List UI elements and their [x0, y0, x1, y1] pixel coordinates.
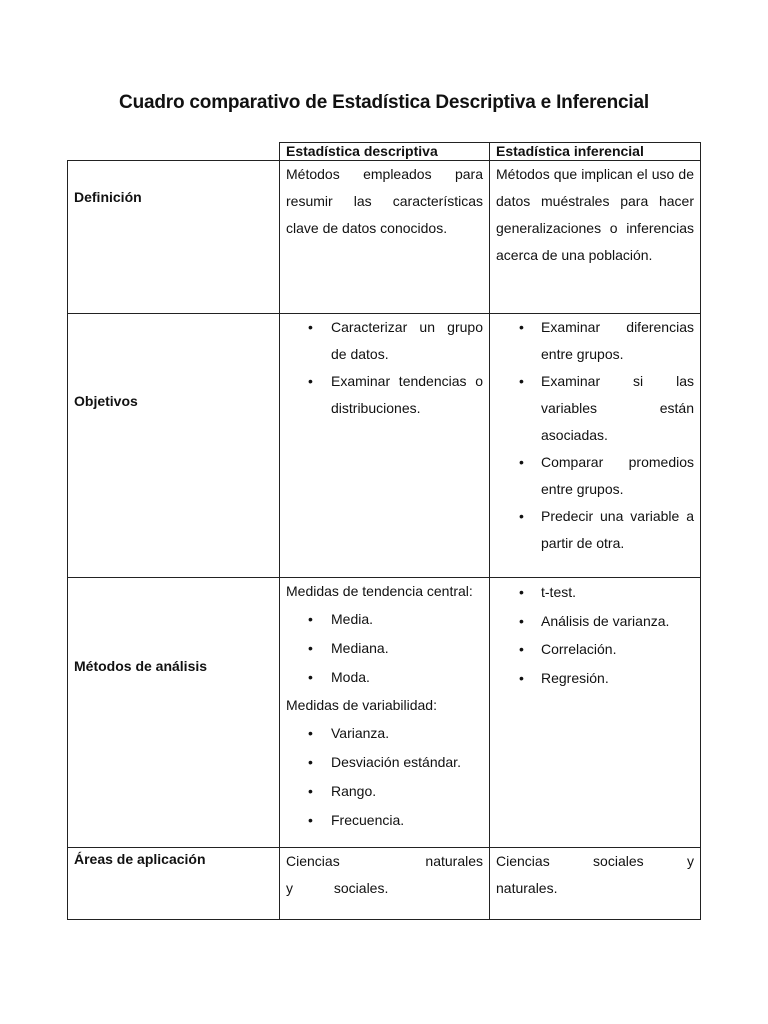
page-title: Cuadro comparativo de Estadística Descriptiva e Inferencial	[119, 92, 649, 113]
areas-inferencial-text: Ciencias sociales y naturales.	[496, 853, 694, 896]
metodos-inferencial-list	[496, 578, 694, 692]
list-item: • Rango.	[286, 777, 483, 806]
list-item: • Análisis de varianza.	[496, 607, 694, 636]
list-item: • Comparar promedios entre grupos.	[496, 449, 694, 503]
header-descriptiva: Estadística descriptiva	[279, 142, 490, 161]
areas-inferencial	[489, 847, 701, 920]
list-item: • Varianza.	[286, 719, 483, 748]
bullet-icon: •	[519, 319, 524, 335]
row-label-objetivos: Objetivos	[67, 313, 280, 578]
definicion-inferencial	[489, 160, 701, 314]
list-item: • Caracterizar un grupo de datos.	[286, 314, 483, 368]
row-label-areas: Áreas de aplicación	[67, 847, 280, 920]
areas-descriptiva	[279, 847, 490, 920]
definicion-descriptiva-text: Métodos empleados para resumir las características clave de datos conocidos.	[286, 166, 483, 236]
bullet-icon: •	[308, 669, 313, 685]
objetivos-inferencial-list	[496, 314, 694, 557]
header-inferencial: Estadística inferencial	[489, 142, 701, 161]
bullet-icon: •	[519, 373, 524, 389]
objetivos-inferencial	[489, 313, 701, 578]
list-item: • Moda.	[286, 663, 483, 692]
bullet-icon: •	[308, 319, 313, 335]
definicion-inferencial-text: Métodos que implican el uso de datos muéstrales para hacer generalizaciones o inferencias acerca de una población.	[496, 166, 694, 263]
areas-descriptiva-text: Ciencias naturales y sociales.	[286, 853, 483, 896]
row-label-metodos: Métodos de análisis	[67, 577, 280, 848]
list-item: • Media.	[286, 605, 483, 634]
row-label-definicion: Definición	[67, 160, 280, 314]
bullet-icon: •	[519, 454, 524, 470]
bullet-icon: •	[308, 812, 313, 828]
list-item: • Regresión.	[496, 664, 694, 693]
bullet-icon: •	[308, 754, 313, 770]
bullet-icon: •	[519, 508, 524, 524]
list-item: • Predecir una variable a partir de otra.	[496, 503, 694, 557]
bullet-icon: •	[519, 669, 524, 686]
metodos-variabilidad-label: Medidas de variabilidad:	[286, 697, 437, 713]
list-item: • Correlación.	[496, 635, 694, 664]
list-item: • Desviación estándar.	[286, 748, 483, 777]
bullet-icon: •	[519, 612, 524, 629]
list-item: • Mediana.	[286, 634, 483, 663]
list-item: • t-test.	[496, 578, 694, 607]
objetivos-descriptiva	[279, 313, 490, 578]
metodos-descriptiva	[279, 577, 490, 848]
bullet-icon: •	[308, 611, 313, 627]
metodos-inferencial	[489, 577, 701, 848]
list-item: • Examinar tendencias o distribuciones.	[286, 368, 483, 422]
objetivos-descriptiva-list	[286, 314, 483, 422]
bullet-icon: •	[519, 641, 524, 657]
metodos-variabilidad-list	[286, 719, 483, 835]
bullet-icon: •	[308, 373, 313, 389]
bullet-icon: •	[308, 783, 313, 799]
bullet-icon: •	[308, 725, 313, 741]
definicion-descriptiva	[279, 160, 490, 314]
metodos-central-label: Medidas de tendencia central:	[286, 583, 473, 599]
list-item: • Examinar diferencias entre grupos.	[496, 314, 694, 368]
list-item: • Frecuencia.	[286, 806, 483, 835]
metodos-central-list	[286, 605, 483, 692]
bullet-icon: •	[308, 640, 313, 656]
bullet-icon: •	[519, 584, 524, 600]
list-item: • Examinar si las variables están asociadas.	[496, 368, 694, 449]
